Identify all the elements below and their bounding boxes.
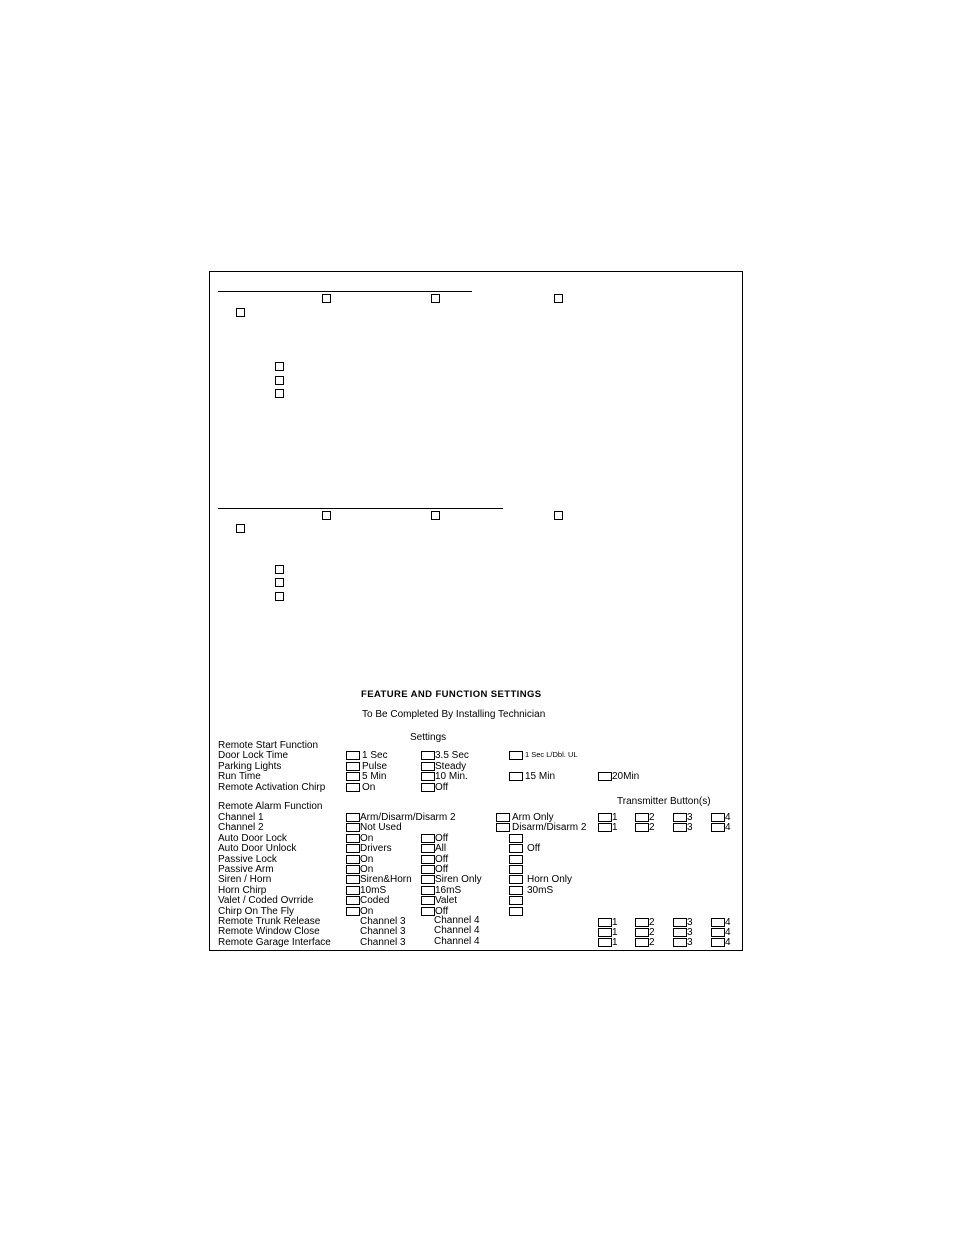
option-label: Channel 4	[434, 915, 480, 926]
option-checkbox[interactable]	[496, 813, 510, 822]
option-checkbox[interactable]	[509, 855, 523, 864]
option-checkbox[interactable]	[421, 844, 435, 853]
option-checkbox[interactable]	[346, 762, 360, 771]
row-label-horn-chirp: Horn Chirp	[218, 885, 267, 896]
checkbox[interactable]	[322, 511, 331, 520]
option-label: Channel 3	[360, 916, 406, 927]
option-checkbox[interactable]	[346, 896, 360, 905]
settings-header: Settings	[410, 732, 447, 743]
option-checkbox[interactable]	[346, 855, 360, 864]
row-label-remote-activation-chirp: Remote Activation Chirp	[218, 782, 326, 793]
row-label-valet-coded: Valet / Coded Ovrride	[218, 895, 314, 906]
option-label: Siren&Horn	[360, 874, 412, 885]
option-label: Valet	[435, 895, 458, 906]
checkbox[interactable]	[431, 294, 440, 303]
option-checkbox[interactable]	[509, 875, 523, 884]
option-checkbox[interactable]	[509, 886, 523, 895]
button-checkbox[interactable]	[635, 823, 649, 832]
option-checkbox[interactable]	[421, 855, 435, 864]
button-label: 4	[725, 937, 731, 948]
button-label: 3	[687, 812, 693, 823]
checkbox[interactable]	[554, 511, 563, 520]
button-checkbox[interactable]	[711, 918, 725, 927]
option-label: On	[360, 833, 374, 844]
option-label: Arm/Disarm/Disarm 2	[360, 812, 456, 823]
option-label: 16mS	[435, 885, 462, 896]
option-checkbox[interactable]	[509, 865, 523, 874]
button-label: 2	[649, 917, 655, 928]
button-label: 2	[649, 937, 655, 948]
row-label-run-time: Run Time	[218, 771, 261, 782]
option-label: 20Min	[612, 771, 640, 782]
button-checkbox[interactable]	[598, 823, 612, 832]
checkbox[interactable]	[275, 565, 284, 574]
option-label: 1 Sec	[362, 750, 388, 761]
option-checkbox[interactable]	[346, 813, 360, 822]
button-checkbox[interactable]	[673, 928, 687, 937]
signature-line-1	[218, 291, 472, 292]
form-title: FEATURE AND FUNCTION SETTINGS	[361, 689, 542, 700]
option-label: All	[435, 843, 447, 854]
option-label: Off	[435, 782, 449, 793]
option-label: On	[360, 854, 374, 865]
option-checkbox[interactable]	[509, 834, 523, 843]
option-label: Drivers	[360, 843, 392, 854]
option-label: Channel 4	[434, 925, 480, 936]
button-label: 4	[725, 927, 731, 938]
row-label-door-lock-time: Door Lock Time	[218, 750, 289, 761]
row-label-remote-trunk-release: Remote Trunk Release	[218, 916, 321, 927]
option-label: On	[362, 782, 376, 793]
option-label: Coded	[360, 895, 390, 906]
button-checkbox[interactable]	[598, 928, 612, 937]
option-label: 15 Min	[525, 771, 556, 782]
form-frame	[209, 271, 743, 951]
option-checkbox[interactable]	[421, 783, 435, 792]
row-label-parking-lights: Parking Lights	[218, 761, 282, 772]
option-label: Steady	[435, 761, 467, 772]
option-label: Channel 3	[360, 937, 406, 948]
option-checkbox[interactable]	[509, 844, 523, 853]
checkbox[interactable]	[236, 524, 245, 533]
button-label: 1	[612, 917, 618, 928]
checkbox[interactable]	[322, 294, 331, 303]
option-label: Disarm/Disarm 2	[512, 822, 587, 833]
option-checkbox[interactable]	[598, 772, 612, 781]
option-label: Off	[435, 864, 449, 875]
option-checkbox[interactable]	[421, 865, 435, 874]
button-label: 2	[649, 927, 655, 938]
option-checkbox[interactable]	[509, 751, 523, 760]
option-label: 10mS	[360, 885, 387, 896]
button-label: 1	[612, 937, 618, 948]
button-label: 4	[725, 917, 731, 928]
option-checkbox[interactable]	[421, 751, 435, 760]
option-label: On	[360, 864, 374, 875]
row-label-chirp-on-the-fly: Chirp On The Fly	[218, 906, 294, 917]
option-label: Channel 4	[434, 936, 480, 947]
form-subtitle: To Be Completed By Installing Technician	[362, 709, 546, 720]
button-checkbox[interactable]	[635, 928, 649, 937]
button-label: 4	[725, 812, 731, 823]
checkbox[interactable]	[431, 511, 440, 520]
checkbox[interactable]	[275, 376, 284, 385]
row-label-channel-2: Channel 2	[218, 822, 264, 833]
option-checkbox[interactable]	[496, 823, 510, 832]
button-label: 3	[687, 927, 693, 938]
row-label-auto-door-lock: Auto Door Lock	[218, 833, 287, 844]
option-label: Channel 3	[360, 926, 406, 937]
option-label: 10 Min.	[435, 771, 468, 782]
remote-alarm-heading: Remote Alarm Function	[218, 801, 323, 812]
option-label: Siren Only	[435, 874, 482, 885]
option-checkbox[interactable]	[421, 896, 435, 905]
checkbox[interactable]	[275, 578, 284, 587]
option-checkbox[interactable]	[346, 751, 360, 760]
option-checkbox[interactable]	[346, 772, 360, 781]
button-label: 2	[649, 812, 655, 823]
row-label-remote-window-close: Remote Window Close	[218, 926, 320, 937]
option-checkbox[interactable]	[509, 772, 523, 781]
row-label-channel-1: Channel 1	[218, 812, 264, 823]
option-label: On	[360, 906, 374, 917]
button-checkbox[interactable]	[711, 823, 725, 832]
option-label: Arm Only	[512, 812, 554, 823]
signature-line-2	[218, 508, 503, 509]
row-label-remote-garage-interface: Remote Garage Interface	[218, 937, 331, 948]
button-checkbox[interactable]	[635, 938, 649, 947]
option-label: Pulse	[362, 761, 388, 772]
option-checkbox[interactable]	[346, 844, 360, 853]
button-label: 3	[687, 822, 693, 833]
button-label: 1	[612, 927, 618, 938]
option-label: 5 Min	[362, 771, 387, 782]
button-checkbox[interactable]	[673, 813, 687, 822]
button-checkbox[interactable]	[598, 938, 612, 947]
button-label: 3	[687, 937, 693, 948]
button-checkbox[interactable]	[673, 918, 687, 927]
button-label: 1	[612, 822, 618, 833]
row-label-siren-horn: Siren / Horn	[218, 874, 272, 885]
option-checkbox[interactable]	[421, 907, 435, 916]
transmitter-header: Transmitter Button(s)	[617, 796, 711, 807]
button-checkbox[interactable]	[635, 813, 649, 822]
button-label: 1	[612, 812, 618, 823]
option-checkbox[interactable]	[346, 886, 360, 895]
row-label-passive-arm: Passive Arm	[218, 864, 274, 875]
option-label: 3.5 Sec	[435, 750, 469, 761]
button-checkbox[interactable]	[598, 813, 612, 822]
row-label-passive-lock: Passive Lock	[218, 854, 277, 865]
checkbox[interactable]	[554, 294, 563, 303]
button-label: 2	[649, 822, 655, 833]
row-label-auto-door-unlock: Auto Door Unlock	[218, 843, 297, 854]
option-label: Off	[435, 906, 449, 917]
option-label: Off	[435, 854, 449, 865]
option-checkbox[interactable]	[346, 783, 360, 792]
option-checkbox[interactable]	[346, 823, 360, 832]
button-checkbox[interactable]	[673, 938, 687, 947]
button-checkbox[interactable]	[711, 813, 725, 822]
remote-start-heading: Remote Start Function	[218, 740, 319, 751]
option-checkbox[interactable]	[421, 834, 435, 843]
option-checkbox[interactable]	[346, 907, 360, 916]
option-label: 1 Sec L/Dbl. UL	[525, 750, 578, 759]
option-checkbox[interactable]	[421, 886, 435, 895]
checkbox[interactable]	[275, 592, 284, 601]
option-label: 30mS	[527, 885, 554, 896]
button-checkbox[interactable]	[635, 918, 649, 927]
option-checkbox[interactable]	[509, 896, 523, 905]
option-checkbox[interactable]	[346, 875, 360, 884]
button-label: 4	[725, 822, 731, 833]
button-checkbox[interactable]	[711, 928, 725, 937]
option-checkbox[interactable]	[346, 865, 360, 874]
option-label: Off	[435, 833, 449, 844]
option-label: Horn Only	[527, 874, 573, 885]
button-checkbox[interactable]	[673, 823, 687, 832]
option-checkbox[interactable]	[421, 762, 435, 771]
button-checkbox[interactable]	[711, 938, 725, 947]
option-label: Off	[527, 843, 541, 854]
button-checkbox[interactable]	[598, 918, 612, 927]
option-checkbox[interactable]	[346, 834, 360, 843]
checkbox[interactable]	[236, 308, 245, 317]
button-label: 3	[687, 917, 693, 928]
option-label: Not Used	[360, 822, 402, 833]
option-checkbox[interactable]	[509, 907, 523, 916]
checkbox[interactable]	[275, 389, 284, 398]
option-checkbox[interactable]	[421, 772, 435, 781]
option-checkbox[interactable]	[421, 875, 435, 884]
checkbox[interactable]	[275, 362, 284, 371]
